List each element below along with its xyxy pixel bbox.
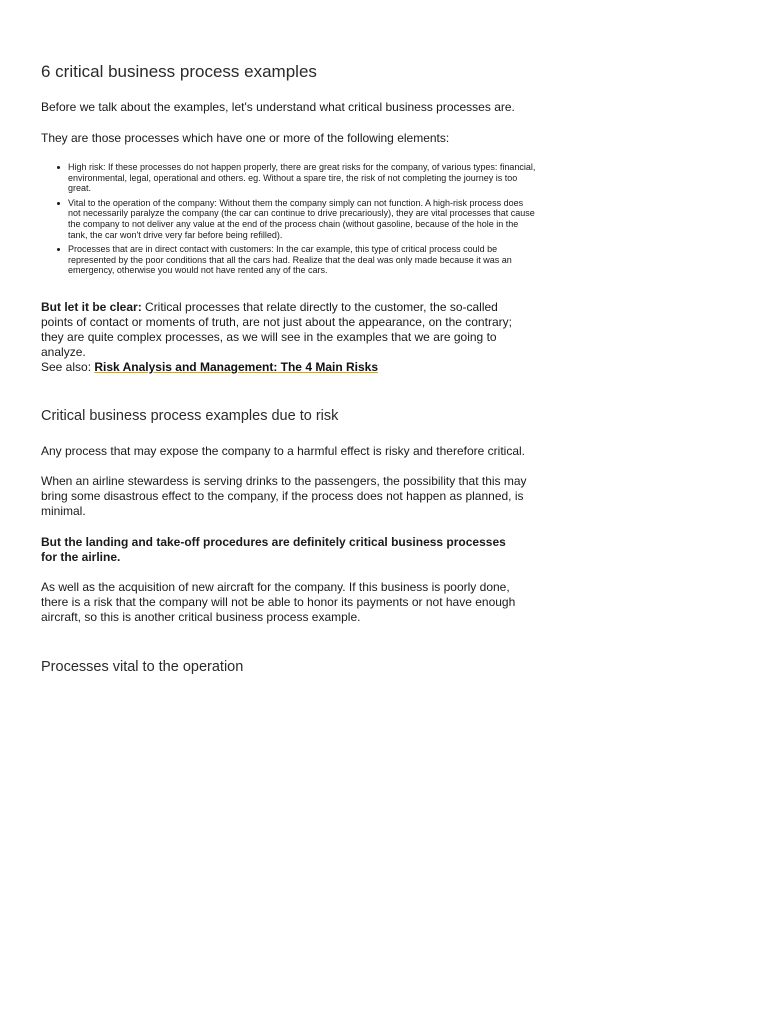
risk-paragraph-2: When an airline stewardess is serving drinks to the passengers, the possibility that this may bring some disastrous effect to the company, if the process does not happen as planned, is minimal. [41,474,527,518]
see-also-link[interactable]: Risk Analysis and Management: The 4 Main Risks [94,360,379,374]
list-item: Vital to the operation of the company: Without them the company simply can not function. A high-risk process does not necessarily paralyze the company (the car can continue to drive precariously), they are vital processes that cause the company to not deliver any value at the end of the process chain (without gasoline, because of the hole in the tank, the car won't drive very far before being refilled). [68,198,538,240]
see-also-prefix: See also: [41,360,95,374]
intro-paragraph-1: Before we talk about the examples, let's understand what critical business processes are. [41,100,515,114]
see-also [41,360,531,375]
critical-elements-list [41,162,538,280]
risk-paragraph-1: Any process that may expose the company to a harmful effect is risky and therefore critical. [41,444,526,458]
clarification-lead: But let it be clear: [41,300,142,314]
clarification-text: Critical processes that relate directly to the customer, the so-called points of contact or moments of truth, are not just about the appearance, on the contrary; they are quite complex processes, as we will see in the examples that we are going to analyze. [41,300,512,359]
section-heading-vital: Processes vital to the operation [41,659,244,675]
page-title: 6 critical business process examples [41,62,317,81]
list-item: Processes that are in direct contact with customers: In the car example, this type of critical process could be represented by the poor conditions that all the cars had. Realize that the deal was only made because it was an emergency, otherwise you would not have rented any of the cars. [68,244,538,276]
risk-paragraph-3: But the landing and take-off procedures are definitely critical business processes for the airline. [41,535,506,564]
section-heading-risk: Critical business process examples due to risk [41,408,339,424]
risk-paragraph-4: As well as the acquisition of new aircraft for the company. If this business is poorly done, there is a risk that the company will not be able to honor its payments or not have enough aircraft, so this is another critical business process example. [41,580,516,624]
list-item: High risk: If these processes do not happen properly, there are great risks for the company, of various types: financial, environmental, legal, operational and others. eg. Without a spare tire, the risk of not completing the journey is too great. [68,162,538,194]
clarification-paragraph [41,300,531,360]
intro-paragraph-2: They are those processes which have one or more of the following elements: [41,131,450,145]
